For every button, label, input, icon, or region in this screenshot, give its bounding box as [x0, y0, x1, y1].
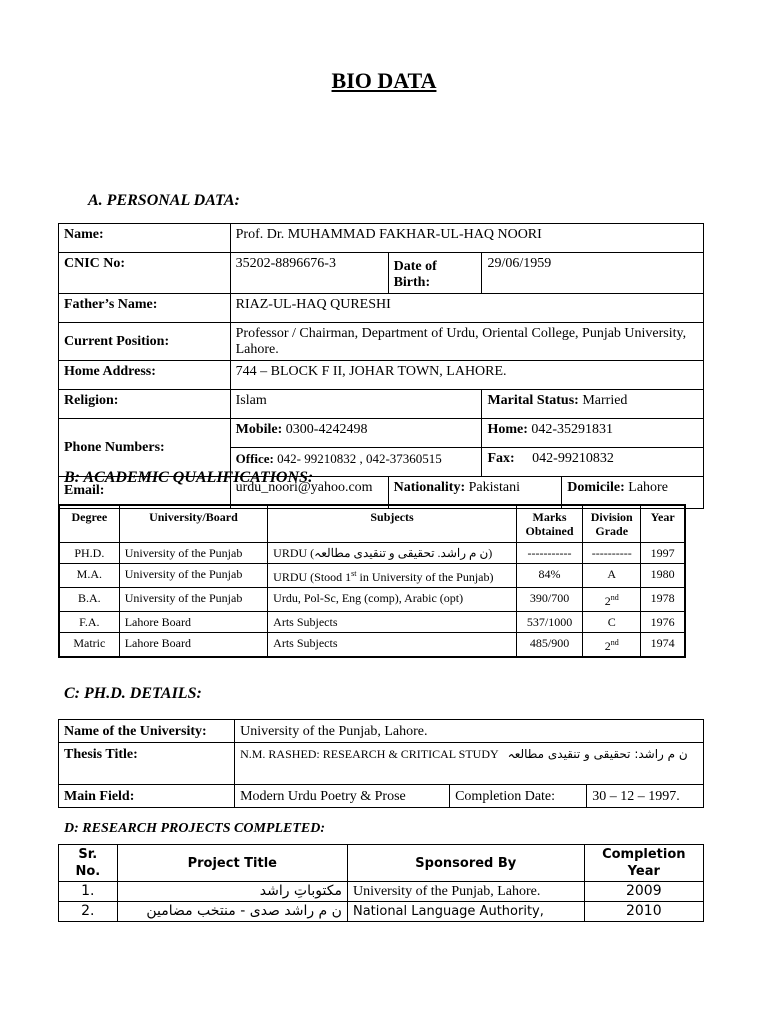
year-cell: 1974 — [641, 633, 685, 658]
cnic-value: 35202-8896676-3 — [230, 253, 388, 294]
division-cell: ---------- — [583, 543, 641, 564]
current-position-value: Professor / Chairman, Department of Urdu, Oriental College, Punjab University, Lahore. — [230, 323, 703, 361]
table-row — [59, 902, 704, 922]
home-phone-cell — [482, 419, 704, 448]
header-sponsored-by: Sponsored By — [347, 845, 584, 882]
table-row — [59, 543, 685, 564]
subjects-text: in University of the Punjab) — [356, 570, 494, 584]
completion-year-cell: 2010 — [584, 902, 703, 922]
header-marks: Marks Obtained — [516, 505, 582, 543]
division-cell: A — [583, 564, 641, 588]
home-address-label: Home Address: — [59, 361, 231, 390]
thesis-title-label: Thesis Title: — [59, 743, 235, 785]
current-position-label: Current Position: — [59, 323, 231, 361]
superscript: nd — [610, 593, 619, 602]
year-cell: 1980 — [641, 564, 685, 588]
mobile-value: 0300-4242498 — [285, 422, 368, 437]
table-row — [59, 564, 685, 588]
religion-value: Islam — [230, 390, 482, 419]
header-completion-year: Completion Year — [584, 845, 703, 882]
degree-cell: F.A. — [59, 612, 119, 633]
subjects-cell: Urdu, Pol-Sc, Eng (comp), Arabic (opt) — [268, 588, 517, 612]
thesis-title-cell — [235, 743, 704, 785]
email-label: Email: — [59, 477, 231, 509]
university-cell: Lahore Board — [119, 612, 267, 633]
header-division: Division Grade — [583, 505, 641, 543]
father-name-value: RIAZ-UL-HAQ QURESHI — [230, 294, 703, 323]
table-row — [59, 224, 704, 253]
marks-cell: 84% — [516, 564, 582, 588]
subjects-cell: Arts Subjects — [268, 633, 517, 658]
nationality-label: Nationality: — [393, 480, 466, 495]
phd-university-value: University of the Punjab, Lahore. — [235, 720, 704, 743]
dob-value: 29/06/1959 — [482, 253, 704, 294]
sponsor-cell: National Language Authority, — [347, 902, 584, 922]
marital-status-label: Marital Status: — [487, 393, 579, 408]
home-phone-label: Home: — [487, 422, 528, 437]
name-label: Name: — [59, 224, 231, 253]
division-text: 2 — [604, 639, 611, 653]
cnic-label: CNIC No: — [59, 253, 231, 294]
header-sr-no: Sr. No. — [59, 845, 118, 882]
university-cell: University of the Punjab — [119, 543, 267, 564]
year-cell: 1997 — [641, 543, 685, 564]
table-row — [59, 419, 704, 448]
subjects-cell: URDU (ن م راشد. تحقیقی و تنقیدی مطالعہ) — [268, 543, 517, 564]
table-row — [59, 390, 704, 419]
table-row — [59, 785, 704, 808]
domicile-label: Domicile: — [567, 480, 625, 495]
table-row — [59, 294, 704, 323]
home-address-value: 744 – BLOCK F II, JOHAR TOWN, LAHORE. — [230, 361, 703, 390]
university-cell: Lahore Board — [119, 633, 267, 658]
fax-label: Fax: — [487, 451, 515, 466]
page-title: BIO DATA — [331, 68, 437, 93]
thesis-title-english: N.M. RASHED: RESEARCH & CRITICAL STUDY — [240, 747, 499, 761]
table-header-row — [59, 845, 704, 882]
sr-no-cell: 2. — [59, 902, 118, 922]
fax-cell — [482, 448, 704, 477]
email-value: urdu_noori@yahoo.com — [230, 477, 388, 509]
phone-numbers-label: Phone Numbers: — [59, 419, 231, 477]
degree-cell: B.A. — [59, 588, 119, 612]
nationality-value: Pakistani — [468, 480, 520, 495]
table-row — [59, 588, 685, 612]
personal-data-heading: A. PERSONAL DATA: — [88, 192, 240, 209]
project-title-cell: مکتوباتِ راشد — [117, 882, 347, 902]
subjects-cell: Arts Subjects — [268, 612, 517, 633]
father-name-label: Father’s Name: — [59, 294, 231, 323]
religion-label: Religion: — [59, 390, 231, 419]
table-row — [59, 323, 704, 361]
dob-label: Date of Birth: — [388, 253, 482, 294]
research-projects-table — [58, 844, 704, 922]
sr-no-cell: 1. — [59, 882, 118, 902]
marital-status-cell — [482, 390, 704, 419]
table-row — [59, 743, 704, 785]
division-cell — [583, 588, 641, 612]
main-field-label: Main Field: — [59, 785, 235, 808]
division-cell: C — [583, 612, 641, 633]
table-row — [59, 720, 704, 743]
academic-qualifications-heading: B: ACADEMIC QUALIFICATIONS: — [64, 469, 314, 486]
marks-cell: 537/1000 — [516, 612, 582, 633]
superscript: nd — [610, 638, 619, 647]
table-row — [59, 882, 704, 902]
degree-cell: M.A. — [59, 564, 119, 588]
office-phone-label: Office: — [235, 451, 274, 466]
completion-date-value: 30 – 12 – 1997. — [587, 785, 704, 808]
completion-year-cell: 2009 — [584, 882, 703, 902]
research-projects-heading: D: RESEARCH PROJECTS COMPLETED: — [64, 821, 325, 836]
main-field-value: Modern Urdu Poetry & Prose — [235, 785, 450, 808]
marital-status-value: Married — [582, 393, 628, 408]
name-value: Prof. Dr. MUHAMMAD FAKHAR-UL-HAQ NOORI — [230, 224, 703, 253]
division-cell — [583, 633, 641, 658]
header-university: University/Board — [119, 505, 267, 543]
header-subjects: Subjects — [268, 505, 517, 543]
phd-university-label: Name of the University: — [59, 720, 235, 743]
table-row — [59, 633, 685, 658]
mobile-cell — [230, 419, 482, 448]
year-cell: 1978 — [641, 588, 685, 612]
table-row — [59, 612, 685, 633]
table-header-row — [59, 505, 685, 543]
personal-data-table — [58, 223, 704, 509]
thesis-title-urdu: ن م راشد: تحقیقی و تنقیدی مطالعہ — [507, 747, 688, 761]
phd-details-heading: C: PH.D. DETAILS: — [64, 685, 202, 702]
subjects-text: URDU (Stood 1 — [273, 570, 352, 584]
project-title-cell: ن م راشد صدی - منتخب مضامین — [117, 902, 347, 922]
degree-cell: Matric — [59, 633, 119, 658]
office-phone-value: 042- 99210832 , 042-37360515 — [277, 451, 442, 466]
completion-date-label: Completion Date: — [450, 785, 587, 808]
marks-cell: 485/900 — [516, 633, 582, 658]
division-text: 2 — [604, 594, 611, 608]
table-row — [59, 253, 704, 294]
home-phone-value: 042-35291831 — [531, 422, 614, 437]
academic-qualifications-table — [58, 504, 686, 658]
marks-cell: 390/700 — [516, 588, 582, 612]
sponsor-cell: University of the Punjab, Lahore. — [347, 882, 584, 902]
header-degree: Degree — [59, 505, 119, 543]
year-cell: 1976 — [641, 612, 685, 633]
marks-cell: ----------- — [516, 543, 582, 564]
university-cell: University of the Punjab — [119, 588, 267, 612]
header-year: Year — [641, 505, 685, 543]
degree-cell: PH.D. — [59, 543, 119, 564]
domicile-value: Lahore — [628, 480, 668, 495]
university-cell: University of the Punjab — [119, 564, 267, 588]
table-row — [59, 361, 704, 390]
superscript: st — [351, 569, 357, 578]
header-project-title: Project Title — [117, 845, 347, 882]
mobile-label: Mobile: — [235, 422, 283, 437]
subjects-cell — [268, 564, 517, 588]
phd-details-table — [58, 719, 704, 808]
fax-value: 042-99210832 — [532, 451, 614, 466]
